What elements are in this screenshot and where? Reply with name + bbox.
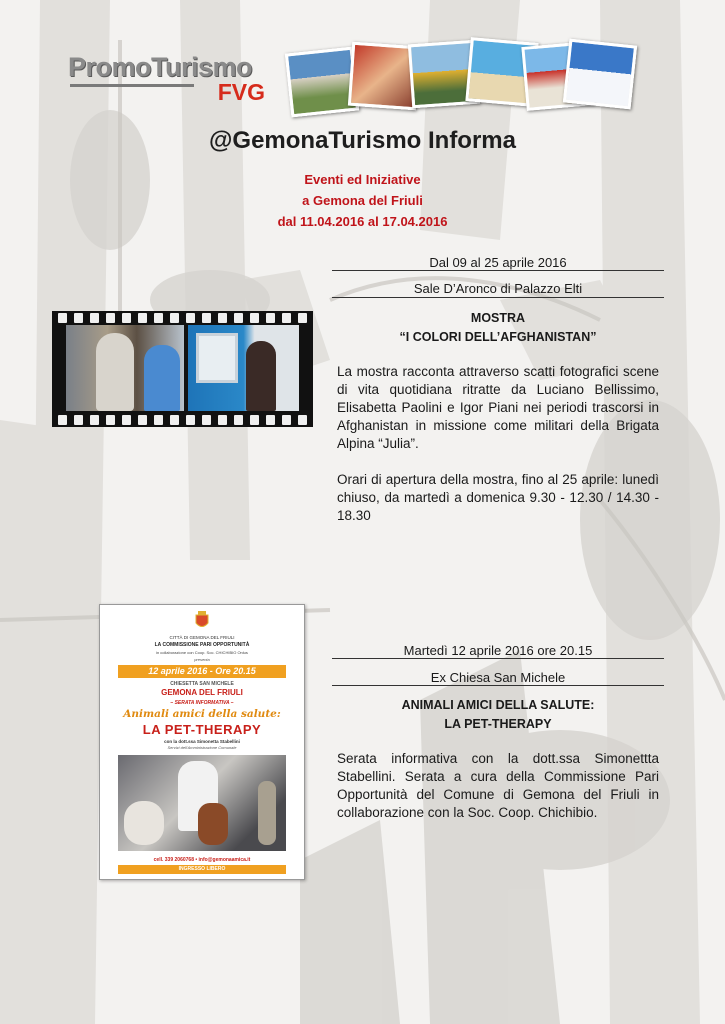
film-sprocket-hole [218,415,227,425]
film-sprocket-hole [266,313,275,323]
subtitle-location: a Gemona del Friuli [302,193,423,208]
film-sprocket-hole [154,313,163,323]
film-sprocket-hole [202,415,211,425]
poster-title1: Animali amici della salute: [123,708,281,720]
poster-photo-dog3 [258,781,276,845]
poster-presents: presenta [194,657,210,662]
poster-org2: LA COMMISSIONE PARI OPPORTUNITÀ [154,642,250,648]
event1-divider-top [332,270,664,271]
film-sprocket-hole [250,313,259,323]
event1-heading-title: “I COLORI DELL’AFGHANISTAN” [399,330,597,344]
poster-title2: LA PET-THERAPY [142,722,262,737]
event1-date: Dal 09 al 25 aprile 2016 [429,255,567,270]
poster-footer: INGRESSO LIBERO [118,865,286,874]
film-sprocket-hole [58,313,67,323]
poster-venue2: GEMONA DEL FRIULI [161,688,243,697]
poster-org3: in collaborazione con Coop. Soc. CHICHIBIO Onlus [156,650,248,655]
photo-skiing [563,39,637,110]
film-sprocket-hole [138,313,147,323]
event2-description: Serata informativa con la dott.ssa Simonettta Stabellini. Serata a cura della Commissione Pari Opportunità del Comune di Gemona del Friuli in collaborazione con la Soc. Coop. Chichibio. [337,751,659,820]
film-sprocket-hole [90,313,99,323]
film-sprocket-hole [186,415,195,425]
afghanistan-filmstrip-image [52,311,313,427]
film-sprocket-hole [218,313,227,323]
promoturismo-logo [68,52,273,106]
subtitle-events: Eventi ed Iniziative [304,172,421,187]
event1-hours: Orari di apertura della mostra, fino al 25 aprile: lunedì chiuso, da martedì a domenica 9.30 - 12.30 / 14.30 - 18.30 [337,472,659,523]
logo-text: PromoTurismo [68,52,253,82]
poster-speaker: con la dott.ssa Simonetta Stabellini [164,739,240,744]
film-sprocket-hole [138,415,147,425]
man-figure [96,333,134,411]
film-sprocket-hole [122,415,131,425]
event2-heading-title: LA PET-THERAPY [444,717,552,731]
burqa-figure [144,345,180,411]
film-frame-woman [188,325,299,411]
poster-photo-dog2 [198,803,228,845]
film-sprocket-hole [282,415,291,425]
woman-figure [246,341,276,411]
window-shape [196,333,238,383]
poster-contact: cell. 339 2060768 • info@gemonaamica.it [153,857,251,863]
poster-photo-dog1 [124,801,164,845]
event1-heading: MOSTRA [470,311,526,325]
event2-divider-top [332,658,664,659]
photo-collage [286,40,631,120]
event2-location: Ex Chiesa San Michele [430,670,566,685]
film-sprocket-hole [170,313,179,323]
film-sprocket-hole [202,313,211,323]
film-sprocket-hole [234,415,243,425]
event2-heading: ANIMALI AMICI DELLA SALUTE: [401,698,595,712]
film-sprocket-hole [266,415,275,425]
poster-date-banner: 12 aprile 2016 - Ore 20.15 [118,665,286,678]
page-title: @GemonaTurismo Informa [209,127,516,154]
film-sprocket-hole [234,313,243,323]
film-sprocket-hole [170,415,179,425]
film-sprocket-hole [106,415,115,425]
poster-org1: CITTÀ DI GEMONA DEL FRIULI [169,635,235,640]
poster-serata: – SERATA INFORMATIVA – [170,700,234,706]
subtitle-date-range: dal 11.04.2016 al 17.04.2016 [277,214,448,229]
film-sprocket-hole [186,313,195,323]
poster-photo-dogs [118,755,286,851]
film-sprocket-hole [74,415,83,425]
film-sprocket-hole [58,415,67,425]
event1-description: La mostra racconta attraverso scatti fotografici scene di vita quotidiana ritratte da Luciano Bellissimo, Elisabetta Paolini e Igor Piani nei periodi trascorsi in Afghanistan in missione come militari della Brigata Alpina “Julia”. [337,364,659,451]
film-sprocket-hole [106,313,115,323]
event2-date: Martedì 12 aprile 2016 ore 20.15 [403,643,593,658]
film-frame-man [66,325,184,411]
film-sprocket-hole [90,415,99,425]
poster-speaker-sub: Servizi dell'Amministrazione Comunale [167,745,237,750]
film-sprocket-hole [122,313,131,323]
event1-divider-bottom [332,297,664,298]
logo-fvg-text: FVG [217,79,265,105]
film-sprocket-hole [282,313,291,323]
coat-of-arms-icon [100,611,304,633]
film-sprocket-hole [154,415,163,425]
film-sprocket-hole [298,313,307,323]
event1-location: Sale D’Aronco di Palazzo Elti [413,281,583,296]
poster-venue1: CHIESETTA SAN MICHELE [170,681,234,687]
logo-divider [70,84,194,87]
event2-divider-bottom [332,685,664,686]
film-sprocket-hole [74,313,83,323]
photo-castle [285,47,359,118]
film-sprocket-hole [250,415,259,425]
film-sprocket-hole [298,415,307,425]
pet-therapy-poster [99,604,305,880]
